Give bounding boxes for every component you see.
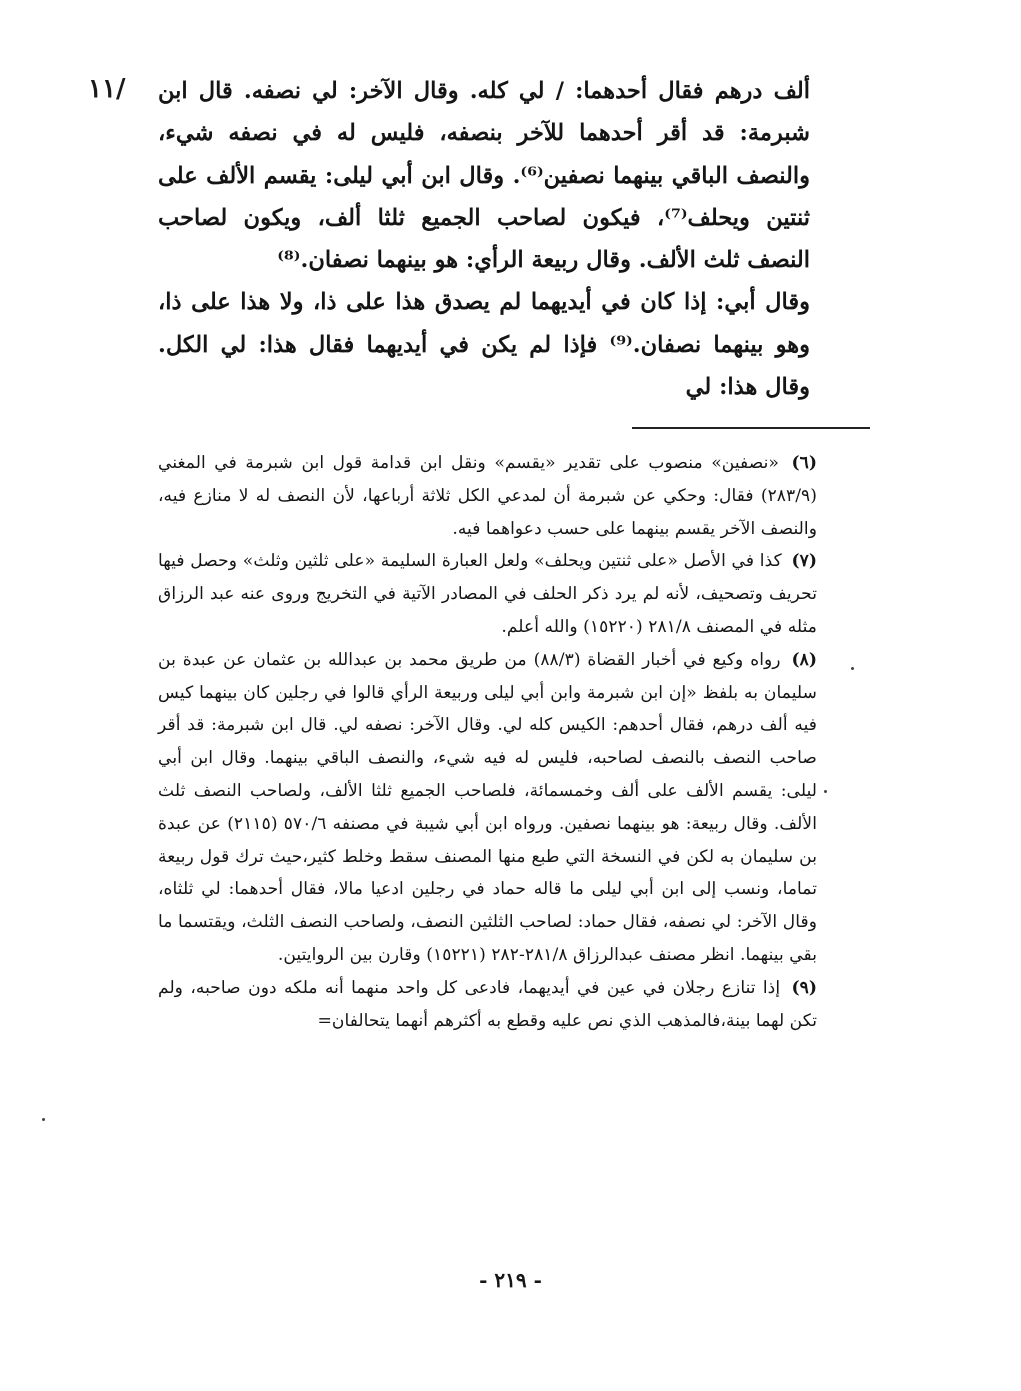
footnote-number: (٩) bbox=[791, 977, 817, 998]
footnote-text: كذا في الأصل «على ثنتين ويحلف» ولعل العبارة السليمة «على ثلثين وثلث» وحصل فيها تحريف وتصحيف، لأنه لم يرد ذكر الحلف في المصادر الآتية في التخريج وروى عنه عبد الرزاق مثله في المصنف ٢٨١/٨ (١٥٢٢٠) والله أعلم. bbox=[158, 551, 817, 637]
footnote-text: «نصفين» منصوب على تقدير «يقسم» ونقل ابن قدامة قول ابن شبرمة في المغني (٢٨٣/٩) فقال: وحكي عن شبرمة أن لمدعي الكل ثلاثة أرباعها، لأن النصف له لا منازع فيه، والنصف الآخر يقسم بينهما على حسب دعواهما فيه. bbox=[158, 453, 817, 539]
footnote-number: (٦) bbox=[791, 453, 817, 473]
footnote-separator bbox=[632, 427, 870, 429]
main-paragraph: وقال أبي: إذا كان في أيديهما لم يصدق هذا على ذا، ولا هذا على ذا، وهو بينهما نصفان.⁽⁹⁾ فإذا لم يكن في أيديهما فقال هذا: لي الكل. وقال هذا: لي bbox=[158, 289, 810, 401]
scan-speck bbox=[824, 790, 827, 793]
footnote-8 bbox=[158, 644, 817, 972]
scan-speck bbox=[851, 667, 854, 670]
main-paragraph: ألف درهم فقال أحدهما: / لي كله. وقال الآخر: لي نصفه. قال ابن شبرمة: قد أقر أحدهما للآخر بنصفه، فليس له في نصفه شيء، والنصف الباقي بينهما نصفين⁽⁶⁾. وقال ابن أبي ليلى: يقسم الألف على ثنتين ويحلف⁽⁷⁾، فيكون لصاحب الجميع ثلثا ألف، ويكون لصاحب النصف ثلث الألف. وقال ربيعة الرأي: هو بينهما نصفان.⁽⁸⁾ bbox=[158, 78, 811, 274]
scan-speck bbox=[42, 1118, 45, 1121]
footnote-9 bbox=[158, 972, 817, 1038]
main-text-body bbox=[158, 70, 810, 408]
footnote-7 bbox=[158, 545, 817, 643]
footnote-text: رواه وكيع في أخبار القضاة (٨٨/٣) من طريق محمد بن عبدالله بن عثمان عن عبدة بن سليمان به بلفظ «إن ابن شبرمة وابن أبي ليلى وربيعة الرأي قالوا في رجلين كان بينهما كيس فيه ألف درهم، فقال أحدهم: الكيس كله لي. وقال الآخر: نصفه لي. قال ابن شبرمة: قد أقر صاحب النصف بالنصف لصاحبه، فليس له فيه شيء، والنصف الباقي بينهما. وقال ابن أبي ليلى: يقسم الألف على ألف وخمسمائة، فلصاحب الجميع ثلثا الألف، ولصاحب النصف ثلث الألف. وقال ربيعة: هو بينهما نصفين. ورواه ابن أبي شيبة في مصنفه ٥٧٠/٦ (٢١١٥) عن عبدة بن سليمان به لكن في النسخة التي طبع منها المصنف سقط وخلط كثير،حيث ترك قول ربيعة تماما، ونسب إلى ابن أبي ليلى ما قاله حماد في رجلين ادعيا مالا، فقال أحدهما: لي ثلثاه، وقال الآخر: لي نصفه، فقال حماد: لصاحب الثلثين النصف، ولصاحب النصف الثلث، ويقتسما ما بقي بينهما. انظر مصنف عبدالرزاق ٢٨١/٨-٢٨٢ (١٥٢٢١) وقارن بين الروايتين. bbox=[158, 649, 817, 965]
margin-folio-reference: ١١/ bbox=[88, 74, 126, 104]
footnote-text: إذا تنازع رجلان في عين في أيديهما، فادعى كل واحد منهما أنه ملكه دون صاحبه، ولم تكن لهما بينة،فالمذهب الذي نص عليه وقطع به أكثرهم أنهما يتحالفان= bbox=[158, 977, 817, 1031]
footnote-6 bbox=[158, 447, 817, 545]
footnotes-section bbox=[158, 447, 817, 1037]
page-number: - ٢١٩ - bbox=[479, 1268, 542, 1292]
footnote-number: (٨) bbox=[791, 649, 817, 670]
footnote-number: (٧) bbox=[791, 551, 817, 572]
